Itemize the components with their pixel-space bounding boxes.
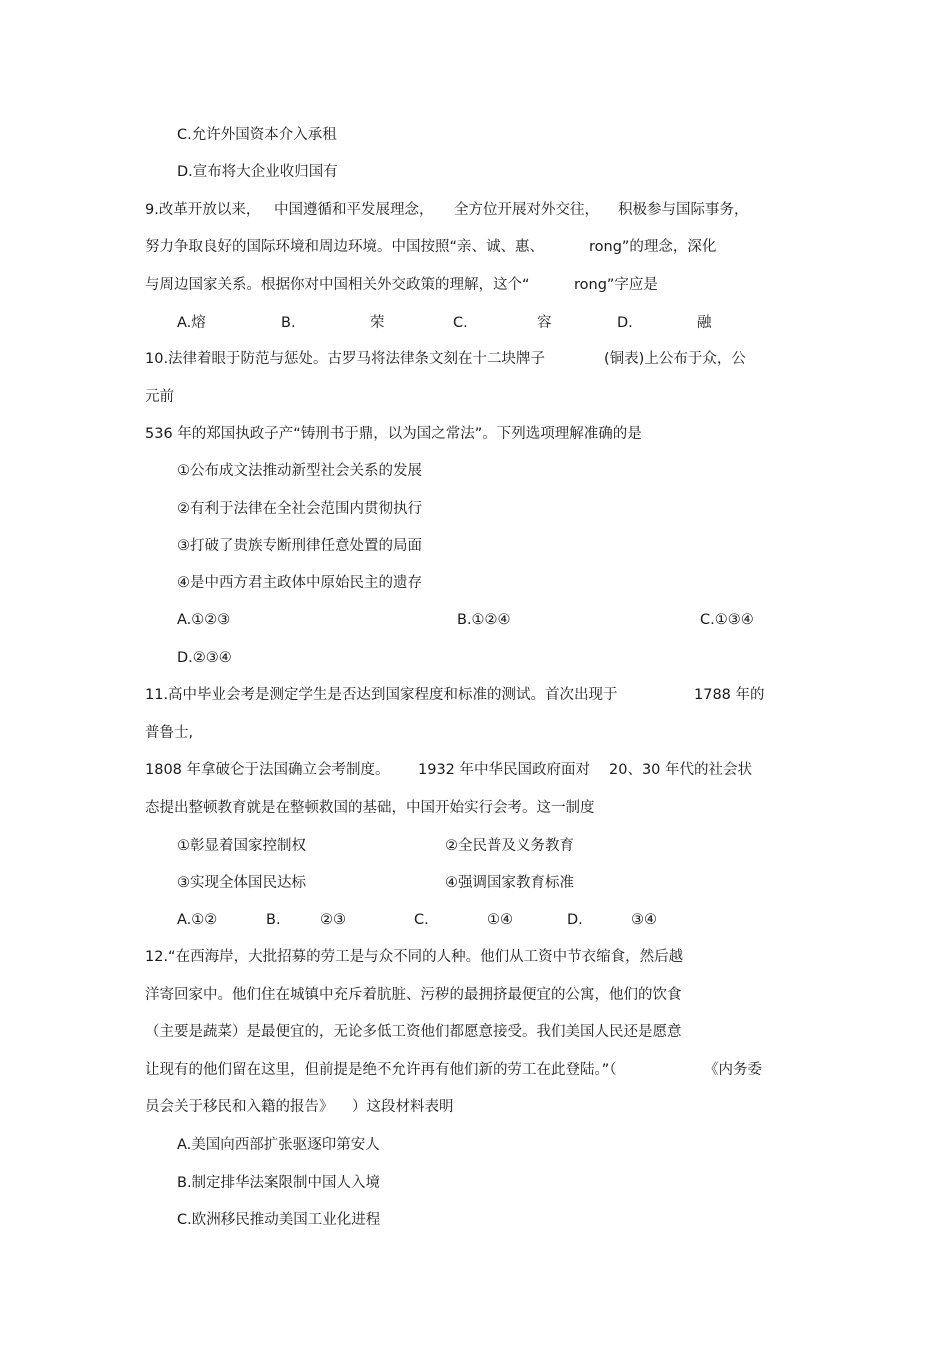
q8-option-d: D.宣布将大企业收归国有 bbox=[177, 164, 338, 180]
q12-option-b: B.制定排华法案限制中国人入境 bbox=[177, 1175, 381, 1191]
q12-stem-line1: 12.“在西海岸，大批招募的劳工是与众不同的人种。他们从工资中节衣缩食，然后越 bbox=[145, 949, 684, 965]
q12-stem-line2: 洋寄回家中。他们住在城镇中充斥着肮脏、污秽的最拥挤最便宜的公寓，他们的饮食 bbox=[145, 987, 682, 1003]
q11-item-1: ①彰显着国家控制权 bbox=[177, 838, 306, 854]
q9-option-a: A.熔 bbox=[177, 315, 206, 331]
q9-option-b-key: B. bbox=[281, 315, 296, 331]
q11-item-2: ②全民普及义务教育 bbox=[445, 838, 574, 854]
q9-stem-line2a: 努力争取良好的国际环境和周边环境。中国按照“亲、诚、惠、 bbox=[145, 239, 545, 255]
q11-option-b-key: B. bbox=[266, 912, 281, 928]
q10-option-c: C.①③④ bbox=[700, 612, 754, 628]
q12-stem-line4a: 让现有的他们留在这里，但前提是绝不允许再有他们新的劳工在此登陆。”（ bbox=[145, 1062, 617, 1078]
q10-item-1: ①公布成文法推动新型社会关系的发展 bbox=[177, 463, 422, 479]
q10-option-b: B.①②④ bbox=[457, 612, 511, 628]
q9-option-b-value: 荣 bbox=[370, 315, 385, 331]
q11-option-d-key: D. bbox=[567, 912, 583, 928]
q11-item-4: ④强调国家教育标准 bbox=[445, 875, 574, 891]
q11-stem-line3b: 1932 年中华民国政府面对 bbox=[418, 762, 591, 778]
q10-item-2: ②有利于法律在全社会范围内贯彻执行 bbox=[177, 501, 422, 517]
q8-option-c: C.允许外国资本介入承租 bbox=[177, 127, 337, 143]
q10-stem-line1b: (铜表)上公布于众，公 bbox=[604, 351, 746, 367]
q9-option-c-key: C. bbox=[453, 315, 468, 331]
q12-stem-line4b: 《内务委 bbox=[704, 1062, 762, 1078]
q10-stem-line2: 元前 bbox=[145, 389, 174, 405]
q11-option-c-key: C. bbox=[414, 912, 429, 928]
q12-option-a: A.美国向西部扩张驱逐印第安人 bbox=[177, 1137, 380, 1153]
q10-item-3: ③打破了贵族专断刑律任意处置的局面 bbox=[177, 538, 422, 554]
q12-option-c: C.欧洲移民推动美国工业化进程 bbox=[177, 1212, 381, 1228]
q11-stem-line2: 普鲁士, bbox=[145, 725, 194, 741]
q10-option-a: A.①②③ bbox=[177, 612, 231, 628]
q9-stem-line1b: 中国遵循和平发展理念， bbox=[274, 202, 434, 218]
q11-stem-line4: 态提出整顿教育就是在整顿救国的基础，中国开始实行会考。这一制度 bbox=[145, 800, 595, 816]
q9-stem-line1d: 积极参与国际事务， bbox=[618, 202, 749, 218]
q11-stem-line1b: 1788 年的 bbox=[694, 687, 765, 703]
q11-option-c-value: ①④ bbox=[487, 912, 513, 928]
q12-stem-line5b: ）这段材料表明 bbox=[352, 1099, 454, 1115]
q11-stem-line3a: 1808 年拿破仑于法国确立会考制度。 bbox=[145, 762, 390, 778]
q11-stem-line1a: 11.高中毕业会考是测定学生是否达到国家程度和标准的测试。首次出现于 bbox=[145, 687, 618, 703]
q11-option-b-value: ②③ bbox=[320, 912, 346, 928]
q9-stem-line1a: 9.改革开放以来， bbox=[145, 202, 261, 218]
q10-option-d: D.②③④ bbox=[177, 650, 232, 666]
q11-option-d-value: ③④ bbox=[631, 912, 657, 928]
q11-option-a: A.①② bbox=[177, 912, 218, 928]
q9-option-d-value: 融 bbox=[697, 315, 712, 331]
q9-option-c-value: 容 bbox=[537, 315, 552, 331]
q9-stem-line1c: 全方位开展对外交往， bbox=[454, 202, 599, 218]
q12-stem-line3: （主要是蔬菜）是最便宜的，无论多低工资他们都愿意接受。我们美国人民还是愿意 bbox=[145, 1024, 682, 1040]
q9-stem-line3b: rong”字应是 bbox=[574, 277, 658, 293]
q11-stem-line3c: 20、30 年代的社会状 bbox=[609, 762, 753, 778]
q10-item-4: ④是中西方君主政体中原始民主的遗存 bbox=[177, 575, 422, 591]
q9-option-d-key: D. bbox=[617, 315, 633, 331]
q10-stem-line1a: 10.法律着眼于防范与惩处。古罗马将法律条文刻在十二块牌子 bbox=[145, 351, 546, 367]
q9-stem-line3a: 与周边国家关系。根据你对中国相关外交政策的理解，这个“ bbox=[145, 277, 530, 293]
q11-item-3: ③实现全体国民达标 bbox=[177, 875, 306, 891]
q9-stem-line2b: rong”的理念，深化 bbox=[589, 239, 717, 255]
q10-stem-line3: 536 年的郑国执政子产“铸刑书于鼎，以为国之常法”。下列选项理解准确的是 bbox=[145, 426, 642, 442]
q12-stem-line5a: 员会关于移民和入籍的报告》 bbox=[145, 1099, 334, 1115]
